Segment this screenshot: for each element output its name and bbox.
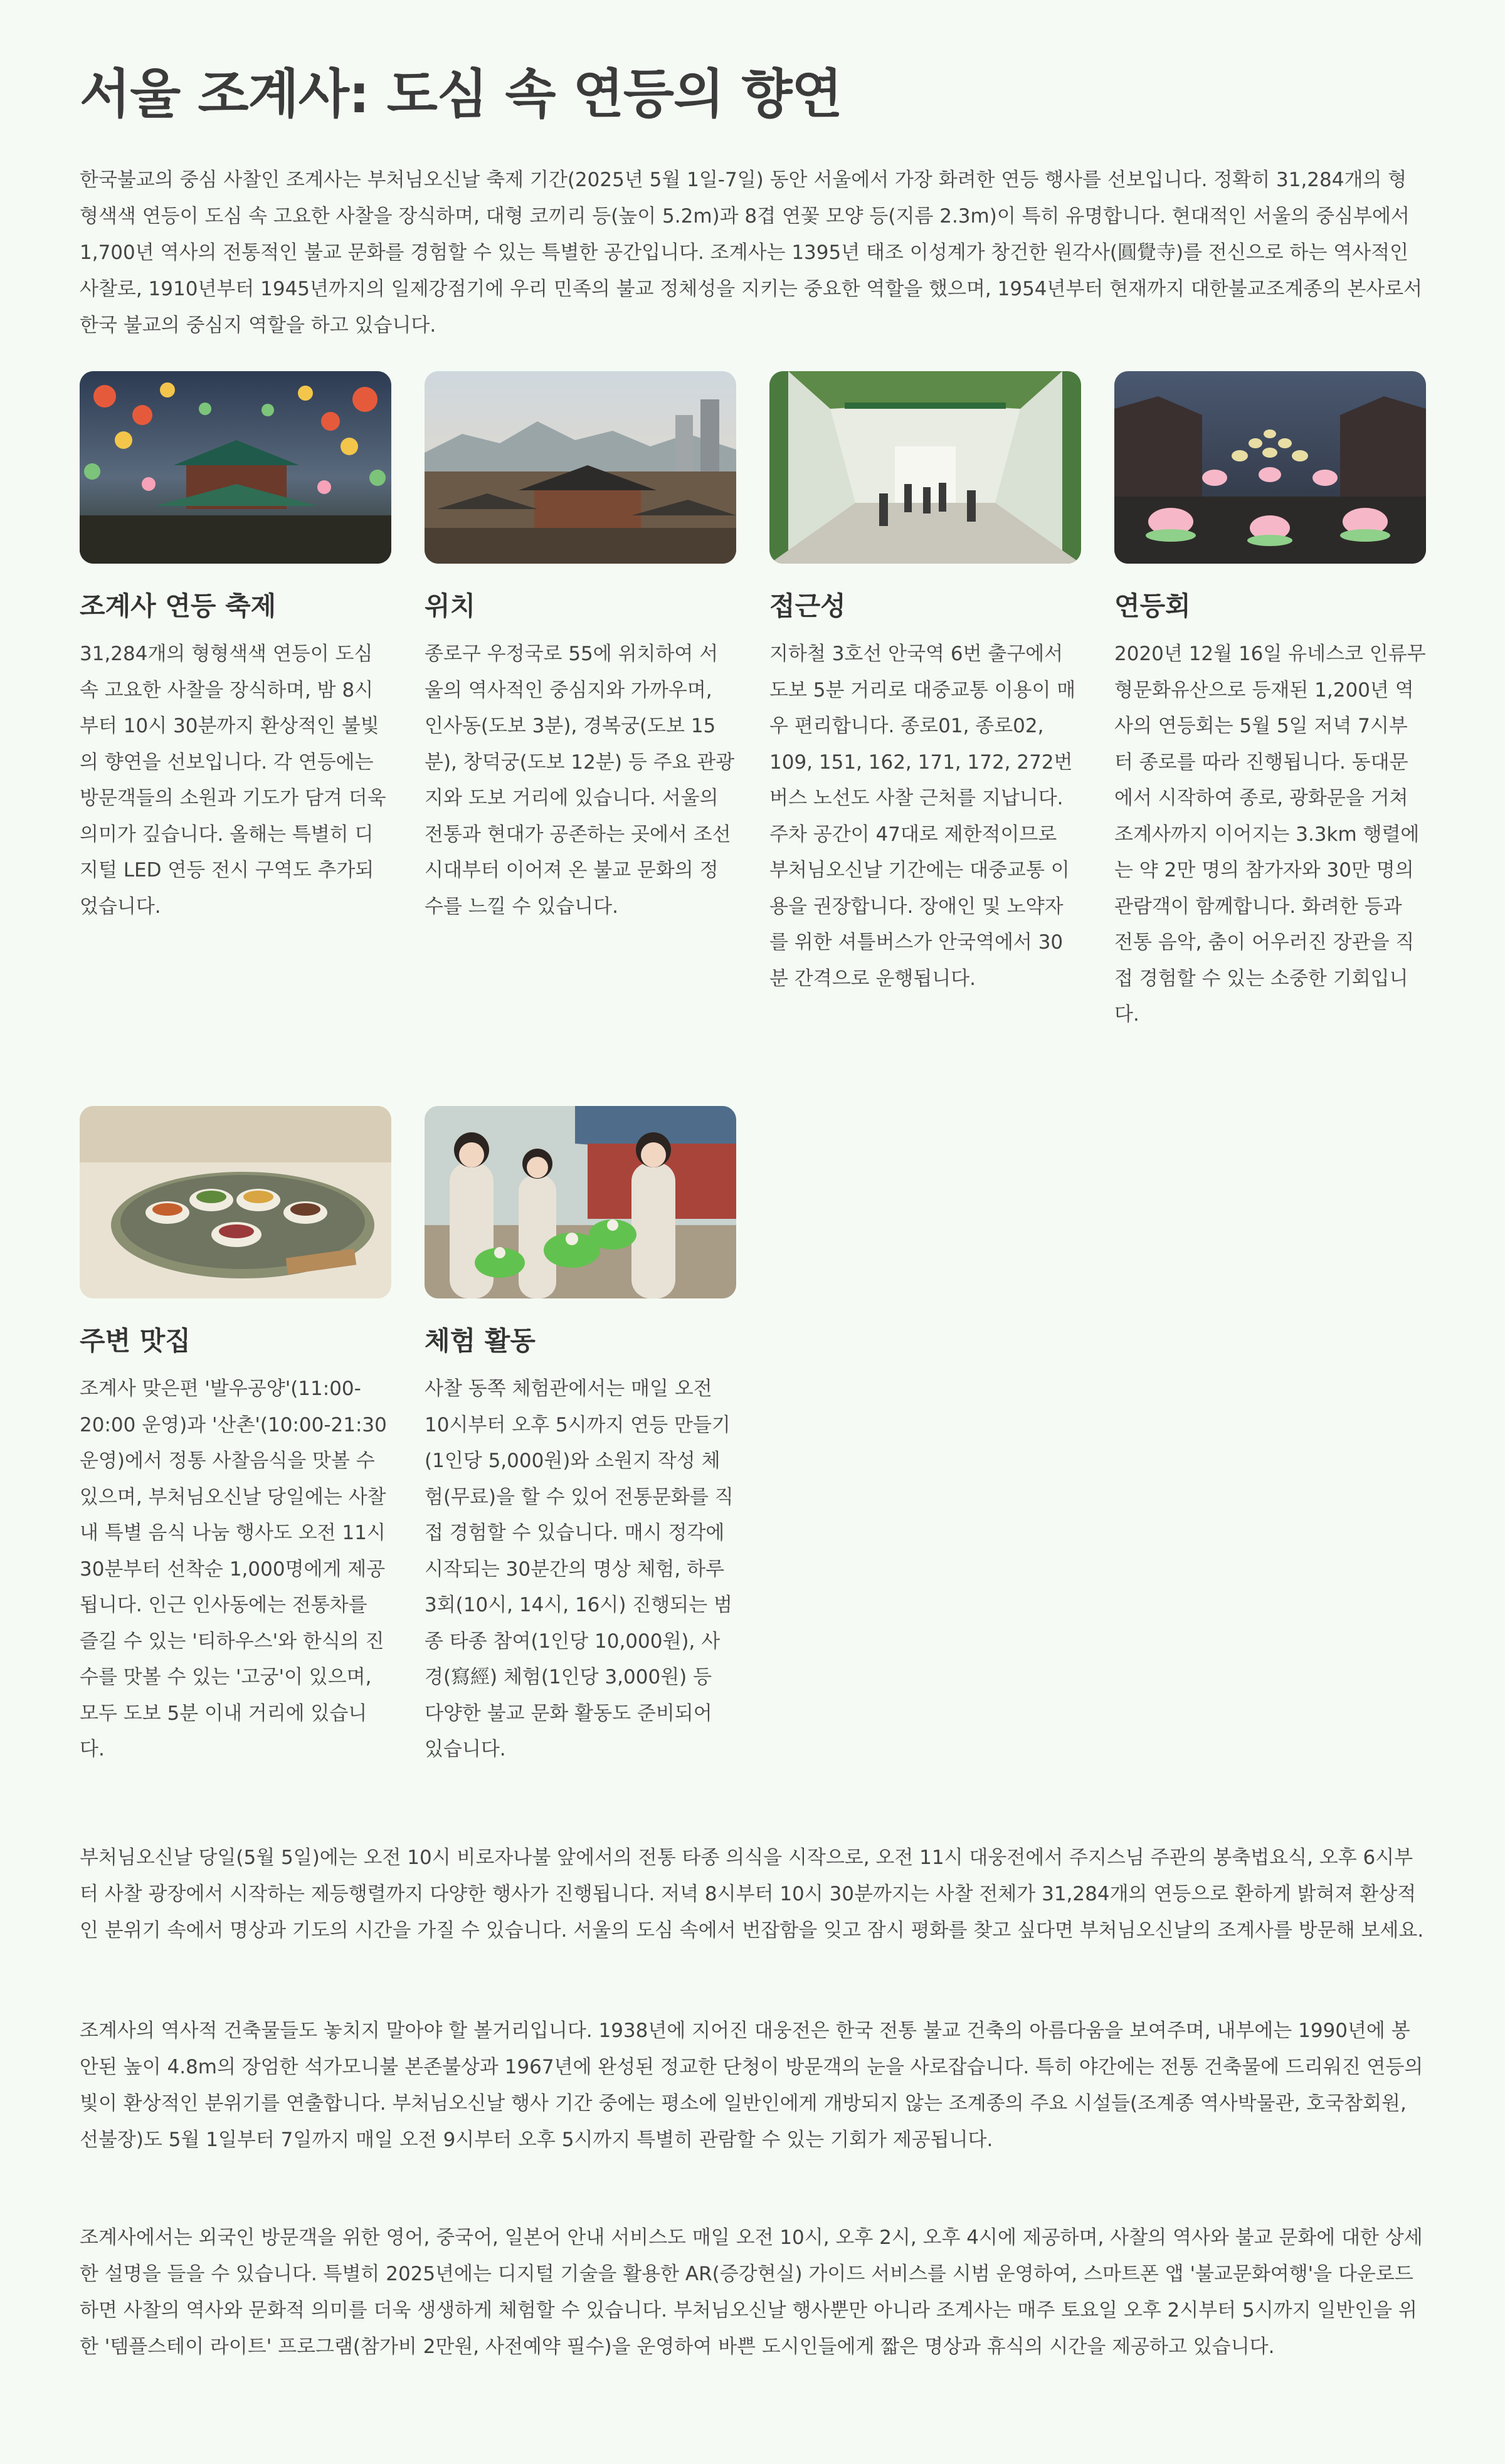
paragraph-architecture: 조계사의 역사적 건축물들도 놓치지 말아야 할 볼거리입니다. 1938년에 지어진 대웅전은 한국 전통 불교 건축의 아름다움을 보여주며, 내부에는 1990년에 봉안된 높이 4.8m의 장엄한 석가모니불 본존불상과 1967년에 완성된 정교한 단청이 방문객의 눈을 사로잡습니다. 특히 야간에는 전통 건축물에 드리워진 연등의 빛이 환상적인 분위기를 연출합니다. 부처님오신날 행사 기간 중에는 평소에 일반인에게 개방되지 않는 조계종의 주요 시설들(조계종 역사박물관, 호국참회원, 선불장)도 5월 1일부터 7일까지 매일 오전 9시부터 오후 5시까지 특별히 관람할 수 있는 기회가 제공됩니다. [80, 2019, 1423, 2151]
card-title: 조계사 연등 축제 [80, 591, 277, 621]
info-card-grid [80, 371, 1425, 1788]
card-lantern-parade [1114, 371, 1426, 1033]
card-lantern-festival [80, 371, 391, 925]
intro-paragraph: 한국불교의 중심 사찰인 조계사는 부처님오신날 축제 기간(2025년 5월 1일-7일) 동안 서울에서 가장 화려한 연등 행사를 선보입니다. 정확히 31,284개의 형형색색 연등이 도심 속 고요한 사찰을 장식하며, 대형 코끼리 등(높이 5.2m)과 8겹 연꽃 모양 등(지름 2.3m)이 특히 유명합니다. 현대적인 서울의 중심부에서 1,700년 역사의 전통적인 불교 문화를 경험할 수 있는 특별한 공간입니다. 조계사는 1395년 태조 이성계가 창건한 원각사(圓覺寺)를 전신으로 하는 역사적인 사찰로, 1910년부터 1945년까지의 일제강점기에 우리 민족의 불교 정체성을 지키는 중요한 역할을 했으며, 1954년부터 현재까지 대한불교조계종의 본사로서 한국 불교의 중심지 역할을 하고 있습니다. [80, 169, 1423, 337]
seoul-cityscape-photo [425, 371, 736, 564]
lantern-making-photo [425, 1106, 736, 1298]
card-title: 연등회 [1114, 591, 1191, 621]
card-title: 주변 맛집 [80, 1325, 191, 1356]
card-location [425, 371, 736, 925]
card-text: 31,284개의 형형색색 연등이 도심 속 고요한 사찰을 장식하며, 밤 8시부터 10시 30분까지 환상적인 불빛의 향연을 선보입니다. 각 연등에는 방문객들의 소원과 기도가 담겨 더욱 의미가 깊습니다. 올해는 특별히 디지털 LED 연등 전시 구역도 추가되었습니다. [80, 643, 386, 918]
temple-lanterns-photo [80, 371, 391, 564]
card-text: 지하철 3호선 안국역 6번 출구에서 도보 5분 거리로 대중교통 이용이 매우 편리합니다. 종로01, 종로02, 109, 151, 162, 171, 172, 272번 버스 노선도 사찰 근처를 지납니다. 주차 공간이 47대로 제한적이므로 부처님오신날 기간에는 대중교통 이용을 권장합니다. 장애인 및 노약자를 위한 셔틀버스가 안국역에서 30분 간격으로 운행됩니다. [769, 643, 1076, 990]
card-text: 사찰 동쪽 체험관에서는 매일 오전 10시부터 오후 5시까지 연등 만들기(1인당 5,000원)와 소원지 작성 체험(무료)을 할 수 있어 전통문화를 직접 경험할 수 있습니다. 매시 정각에 시작되는 30분간의 명상 체험, 하루 3회(10시, 14시, 16시) 진행되는 범종 타종 참여(1인당 10,000원), 사경(寫經) 체험(1인당 3,000원) 등 다양한 불교 문화 활동도 준비되어 있습니다. [425, 1377, 734, 1761]
subway-station-photo [769, 371, 1081, 564]
card-title: 접근성 [769, 591, 846, 621]
card-text: 2020년 12월 16일 유네스코 인류무형문화유산으로 등재된 1,200년 역사의 연등회는 5월 5일 저녁 7시부터 종로를 따라 진행됩니다. 동대문에서 시작하여 종로, 광화문을 거쳐 조계사까지 이어지는 3.3km 행렬에는 약 2만 명의 참가자와 30만 명의 관람객이 함께합니다. 화려한 등과 전통 음악, 춤이 어우러진 장관을 직접 경험할 수 있는 소중한 기회입니다. [1114, 643, 1426, 1026]
card-accessibility [769, 371, 1081, 997]
card-title: 위치 [425, 591, 476, 621]
paragraph-buddha-day-events: 부처님오신날 당일(5월 5일)에는 오전 10시 비로자나불 앞에서의 전통 타종 의식을 시작으로, 오전 11시 대웅전에서 주지스님 주관의 봉축법요식, 오후 6시부터 사찰 광장에서 시작하는 제등행렬까지 다양한 행사가 진행됩니다. 저녁 8시부터 10시 30분까지는 사찰 전체가 31,284개의 연등으로 환하게 밝혀져 환상적인 분위기 속에서 명상과 기도의 시간을 가질 수 있습니다. 서울의 도심 속에서 번잡함을 잊고 잠시 평화를 찾고 싶다면 부처님오신날의 조계사를 방문해 보세요. [80, 1846, 1424, 1942]
card-activities [425, 1106, 736, 1768]
card-title: 체험 활동 [425, 1325, 536, 1356]
temple-food-photo [80, 1106, 391, 1298]
page-title: 서울 조계사: 도심 속 연등의 향연 [80, 63, 842, 125]
paragraph-foreign-visitors: 조계사에서는 외국인 방문객을 위한 영어, 중국어, 일본어 안내 서비스도 매일 오전 10시, 오후 2시, 오후 4시에 제공하며, 사찰의 역사와 불교 문화에 대한 상세한 설명을 들을 수 있습니다. 특별히 2025년에는 디지털 기술을 활용한 AR(증강현실) 가이드 서비스를 시범 운영하여, 스마트폰 앱 '불교문화여행'을 다운로드하면 사찰의 역사와 문화적 의미를 더욱 생생하게 체험할 수 있습니다. 부처님오신날 행사뿐만 아니라 조계사는 매주 토요일 오후 2시부터 5시까지 일반인을 위한 '템플스테이 라이트' 프로그램(참가비 2만원, 사전예약 필수)을 운영하여 바쁜 도시인들에게 짧은 명상과 휴식의 시간을 제공하고 있습니다. [80, 2226, 1423, 2358]
card-restaurants [80, 1106, 391, 1768]
lantern-parade-photo [1114, 371, 1426, 564]
card-text: 종로구 우정국로 55에 위치하여 서울의 역사적인 중심지와 가까우며, 인사동(도보 3분), 경복궁(도보 15분), 창덕궁(도보 12분) 등 주요 관광지와 도보 거리에 있습니다. 서울의 전통과 현대가 공존하는 곳에서 조선시대부터 이어져 온 불교 문화의 정수를 느낄 수 있습니다. [425, 643, 735, 918]
card-text: 조계사 맞은편 '발우공양'(11:00-20:00 운영)과 '산촌'(10:00-21:30 운영)에서 정통 사찰음식을 맛볼 수 있으며, 부처님오신날 당일에는 사찰 내 특별 음식 나눔 행사도 오전 11시 30분부터 선착순 1,000명에게 제공됩니다. 인근 인사동에는 전통차를 즐길 수 있는 '티하우스'와 한식의 진수를 맛볼 수 있는 '고궁'이 있으며, 모두 도보 5분 이내 거리에 있습니다. [80, 1377, 387, 1761]
